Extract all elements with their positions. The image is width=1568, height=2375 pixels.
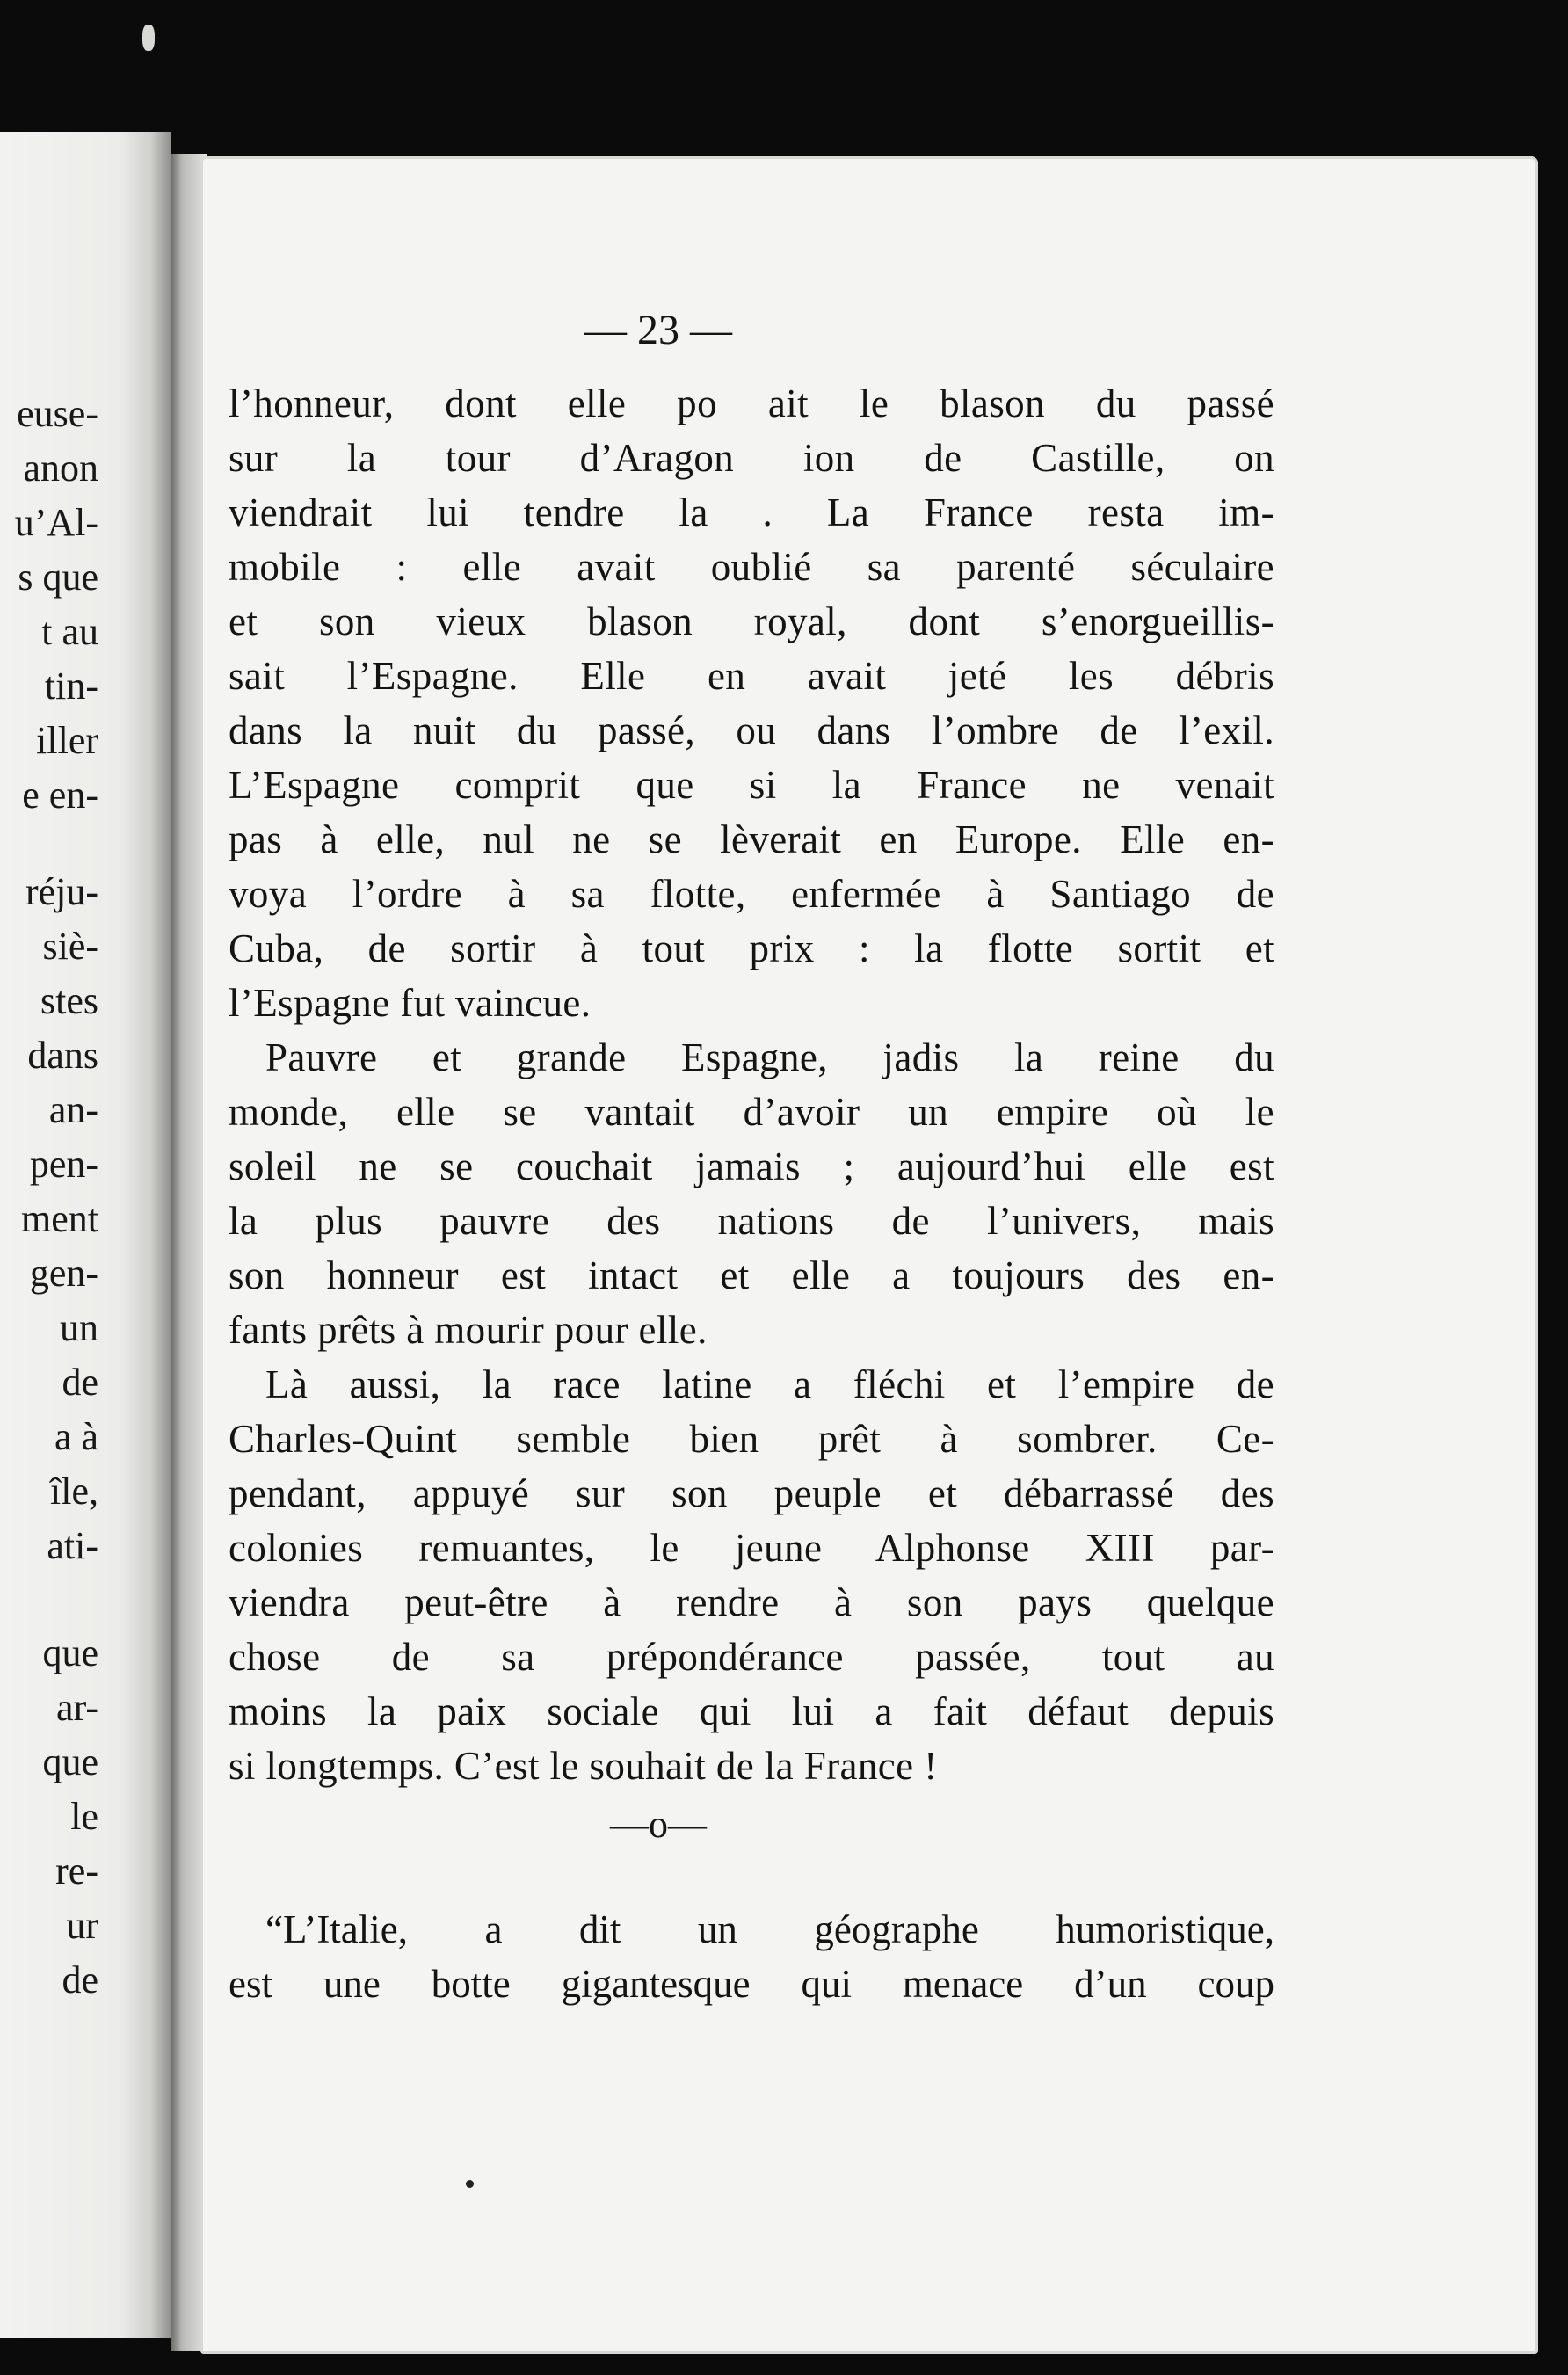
left-line: t au: [41, 610, 98, 653]
text-line: “L’Italie, a dit un géographe humoristique,: [265, 1907, 1274, 1951]
section-separator: —o—: [610, 1803, 707, 1846]
text-line: moins la paix sociale qui lui a fait défaut depuis: [229, 1689, 1274, 1733]
left-line: que: [42, 1631, 98, 1674]
page-number: — 23 —: [584, 307, 732, 353]
page-23: [200, 156, 1538, 2354]
page-body-text: [229, 376, 1274, 1793]
text-line: Cuba, de sortir à tout prix : la flotte sortit et: [229, 926, 1274, 970]
left-line: pen-: [29, 1143, 98, 1186]
left-line: u’Al-: [14, 501, 98, 544]
previous-page-fragment: [0, 132, 171, 2338]
left-line: ur: [66, 1904, 98, 1947]
left-line: ati-: [47, 1524, 98, 1567]
text-line: voya l’ordre à sa flotte, enfermée à Santiago de: [229, 872, 1274, 916]
text-line: fants prêts à mourir pour elle.: [229, 1308, 708, 1352]
left-line: [0, 823, 98, 865]
text-line: pendant, appuyé sur son peuple et débarrassé des: [229, 1471, 1274, 1515]
left-line: de: [62, 1958, 98, 2001]
text-line: monde, elle se vantait d’avoir un empire où le: [229, 1090, 1274, 1134]
left-line: s que: [18, 556, 98, 599]
left-line: île,: [50, 1470, 98, 1513]
left-line: ar-: [56, 1686, 98, 1729]
left-line: que: [42, 1740, 98, 1783]
text-line: viendrait lui tendre la . La France resta im-: [229, 490, 1274, 534]
left-line: re-: [55, 1849, 98, 1892]
previous-page-lines: [0, 387, 98, 2008]
text-line: la plus pauvre des nations de l’univers, mais: [229, 1199, 1274, 1243]
ink-speck: [466, 2180, 474, 2188]
next-section-text: [229, 1902, 1274, 2011]
left-line: anon: [23, 447, 98, 490]
left-line: un: [60, 1306, 98, 1349]
text-line: et son vieux blason royal, dont s’enorgueillis-: [229, 599, 1274, 643]
text-line: colonies remuantes, le jeune Alphonse XIII par-: [229, 1526, 1274, 1570]
text-line: Charles-Quint semble bien prêt à sombrer. Ce-: [229, 1417, 1274, 1461]
text-line: pas à elle, nul ne se lèverait en Europe. Elle en-: [229, 817, 1274, 861]
left-line: siè-: [42, 925, 98, 968]
left-line: [0, 1573, 98, 1626]
text-line: sait l’Espagne. Elle en avait jeté les débris: [229, 654, 1274, 698]
text-line: est une botte gigantesque qui menace d’un coup: [229, 1962, 1274, 2006]
text-line: son honneur est intact et elle a toujours des en-: [229, 1253, 1274, 1297]
left-line: euse-: [17, 392, 98, 435]
text-line: soleil ne se couchait jamais ; aujourd’hui elle est: [229, 1144, 1274, 1188]
text-line: si longtemps. C’est le souhait de la France !: [229, 1744, 938, 1788]
scan-artifact-mark: [142, 25, 155, 51]
left-line: e en-: [22, 774, 98, 817]
text-line: dans la nuit du passé, ou dans l’ombre de l’exil.: [229, 708, 1274, 752]
text-line: sur la tour d’Aragon ion de Castille, on: [229, 436, 1274, 480]
left-line: an-: [48, 1088, 98, 1131]
text-line: l’Espagne fut vaincue.: [229, 981, 592, 1025]
text-line: viendra peut-être à rendre à son pays quelque: [229, 1580, 1274, 1624]
text-line: chose de sa prépondérance passée, tout au: [229, 1635, 1274, 1679]
left-line: tin-: [44, 665, 98, 708]
text-line: mobile : elle avait oublié sa parenté séculaire: [229, 545, 1274, 589]
left-line: ment: [21, 1197, 98, 1240]
text-line: Pauvre et grande Espagne, jadis la reine du: [265, 1035, 1274, 1079]
left-line: dans: [27, 1034, 98, 1077]
left-line: le: [70, 1795, 98, 1838]
left-line: a à: [54, 1415, 98, 1458]
left-line: gen-: [29, 1252, 98, 1295]
left-line: réju-: [25, 870, 98, 913]
left-line: stes: [40, 979, 98, 1022]
text-line: Là aussi, la race latine a fléchi et l’empire de: [265, 1362, 1274, 1406]
text-line: L’Espagne comprit que si la France ne venait: [229, 763, 1274, 807]
left-line: de: [62, 1361, 98, 1404]
text-line: l’honneur, dont elle po ait le blason du passé: [229, 381, 1274, 425]
left-line: iller: [36, 719, 98, 762]
